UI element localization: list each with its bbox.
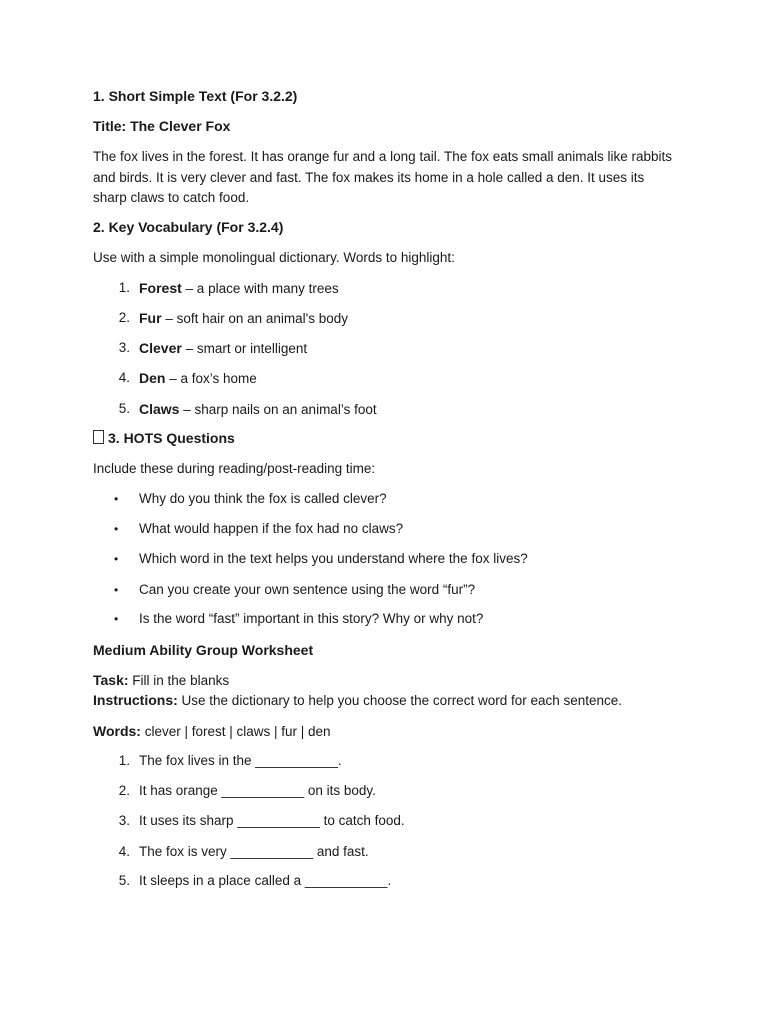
list-item: It uses its sharp ___________ to catch food. (139, 813, 405, 828)
section2-heading: 2. Key Vocabulary (For 3.2.4) (93, 219, 284, 235)
sentence-number: 3. (118, 813, 130, 828)
words-text: clever | forest | claws | fur | den (140, 724, 331, 739)
vocab-term: Clever (139, 340, 182, 356)
vocab-definition: – a place with many trees (181, 281, 339, 296)
vocab-definition: – sharp nails on an animal’s foot (179, 402, 377, 417)
vocab-definition: – smart or intelligent (181, 341, 308, 356)
list-item: Why do you think the fox is called clever? (139, 491, 387, 506)
list-item: Is the word “fast” important in this story? Why or why not? (139, 611, 484, 626)
list-item: Can you create your own sentence using the word “fur”? (139, 582, 476, 597)
instructions-text: Use the dictionary to help you choose the correct word for each sentence. (177, 693, 623, 708)
list-item: Which word in the text helps you understand where the fox lives? (139, 551, 528, 566)
instructions-label: Instructions: (93, 692, 178, 708)
list-item: The fox lives in the ___________. (139, 753, 342, 768)
vocab-number: 2. (118, 310, 130, 325)
vocab-definition: – a fox’s home (165, 371, 257, 386)
list-item: It sleeps in a place called a ___________. (139, 873, 392, 888)
sentence-number: 4. (118, 844, 130, 859)
vocab-definition: – soft hair on an animal's body (161, 311, 348, 326)
vocab-number: 4. (118, 370, 130, 385)
story-paragraph: The fox lives in the forest. It has orange fur and a long tail. The fox eats small animals like rabbits and birds. It is very clever and fast. The fox makes its home in a hole called a den. It uses its sharp claws to catch food. (93, 149, 673, 205)
vocab-term: Fur (139, 310, 162, 326)
list-item: It has orange ___________ on its body. (139, 783, 376, 798)
section1-heading: 1. Short Simple Text (For 3.2.2) (93, 88, 298, 104)
bullet-icon: • (114, 552, 119, 566)
hots-intro: Include these during reading/post-reading time: (93, 461, 376, 476)
vocab-number: 1. (118, 280, 130, 295)
vocab-term: Den (139, 370, 166, 386)
sentence-number: 5. (118, 873, 130, 888)
list-item: What would happen if the fox had no claws? (139, 521, 404, 536)
bullet-icon: • (114, 522, 119, 536)
worksheet-heading: Medium Ability Group Worksheet (93, 642, 314, 658)
bullet-icon: • (114, 612, 119, 626)
story-title: Title: The Clever Fox (93, 118, 231, 134)
section3-heading: 3. HOTS Questions (108, 430, 235, 446)
instructions-line (93, 690, 622, 711)
bullet-icon: • (114, 583, 119, 597)
vocab-term: Claws (139, 401, 180, 417)
missing-glyph-icon (93, 430, 104, 444)
list-item (139, 338, 307, 359)
task-line (93, 670, 229, 691)
words-label: Words: (93, 723, 141, 739)
sentence-number: 2. (118, 783, 130, 798)
vocab-number: 3. (118, 340, 130, 355)
section3-heading-row (93, 428, 235, 448)
list-item: The fox is very ___________ and fast. (139, 844, 369, 859)
list-item (139, 308, 348, 329)
list-item (139, 278, 339, 299)
list-item (139, 399, 377, 420)
words-line (93, 721, 331, 742)
sentence-number: 1. (118, 753, 130, 768)
vocab-intro: Use with a simple monolingual dictionary. Words to highlight: (93, 250, 455, 265)
task-text: Fill in the blanks (128, 673, 230, 688)
vocab-number: 5. (118, 401, 130, 416)
vocab-term: Forest (139, 280, 182, 296)
list-item (139, 368, 257, 389)
task-label: Task: (93, 672, 129, 688)
bullet-icon: • (114, 492, 119, 506)
